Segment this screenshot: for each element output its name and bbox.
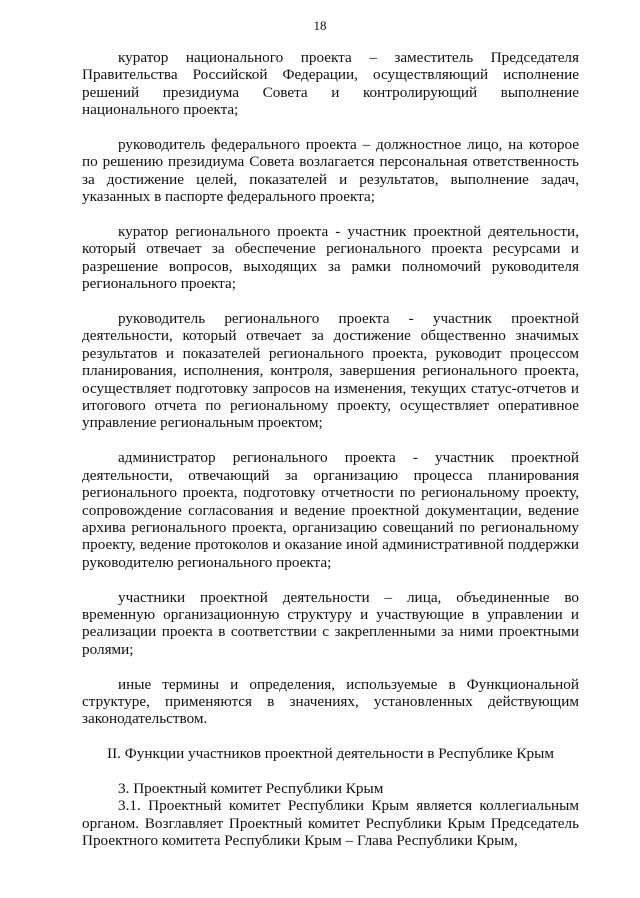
- definition-paragraph: иные термины и определения, используемые в Функциональной структуре, применяются в значениях, установленных действующим законодательством.: [82, 675, 579, 728]
- subsection-heading: 3. Проектный комитет Республики Крым: [118, 779, 384, 797]
- body-paragraph: 3.1. Проектный комитет Республики Крым является коллегиальным органом. Возглавляет Проектный комитет Республики Крым Председатель Проектного комитета Республики Крым – Глава Республики Крым,: [82, 797, 579, 850]
- definition-paragraph: администратор регионального проекта - участник проектной деятельности, отвечающий за организацию процесса планирования регионального проекта, подготовку отчетности по региональному проекту, сопровождение согласования и ведение проектной документации, ведение архива регионального проекта, организацию совещаний по региональному проекту, ведение протоколов и оказание иной административной поддержки руководителю регионального проекта;: [82, 449, 579, 571]
- definition-paragraph: руководитель федерального проекта – должностное лицо, на которое по решению президиума Совета возлагается персональная ответственность за достижение целей, показателей и результатов, выполнение задач, указанных в паспорте федерального проекта;: [82, 136, 579, 206]
- section-heading: II. Функции участников проектной деятельности в Республике Крым: [107, 745, 554, 763]
- definition-paragraph: руководитель регионального проекта - участник проектной деятельности, который отвечает за достижение общественно значимых результатов и показателей регионального проекта, руководит процессом планирования, исполнения, контроля, завершения регионального проекта, осуществляет подготовку запросов на изменения, текущих статус-отчетов и итогового отчета по региональному проекту, осуществляет оперативное управление региональным проектом;: [82, 310, 579, 432]
- definition-paragraph: участники проектной деятельности – лица, объединенные во временную организационную структуру и участвующие в управлении и реализации проекта в соответствии с закрепленными за ними проектными ролями;: [82, 588, 579, 658]
- definition-paragraph: куратор национального проекта – заместитель Председателя Правительства Российской Федерации, осуществляющий исполнение решений президиума Совета и контролирующий выполнение национального проекта;: [82, 49, 579, 119]
- definition-paragraph: куратор регионального проекта - участник проектной деятельности, который отвечает за обеспечение регионального проекта ресурсами и разрешение вопросов, выходящих за рамки полномочий руководителя регионального проекта;: [82, 223, 579, 293]
- document-body: [82, 49, 579, 850]
- page-number: 18: [313, 18, 327, 33]
